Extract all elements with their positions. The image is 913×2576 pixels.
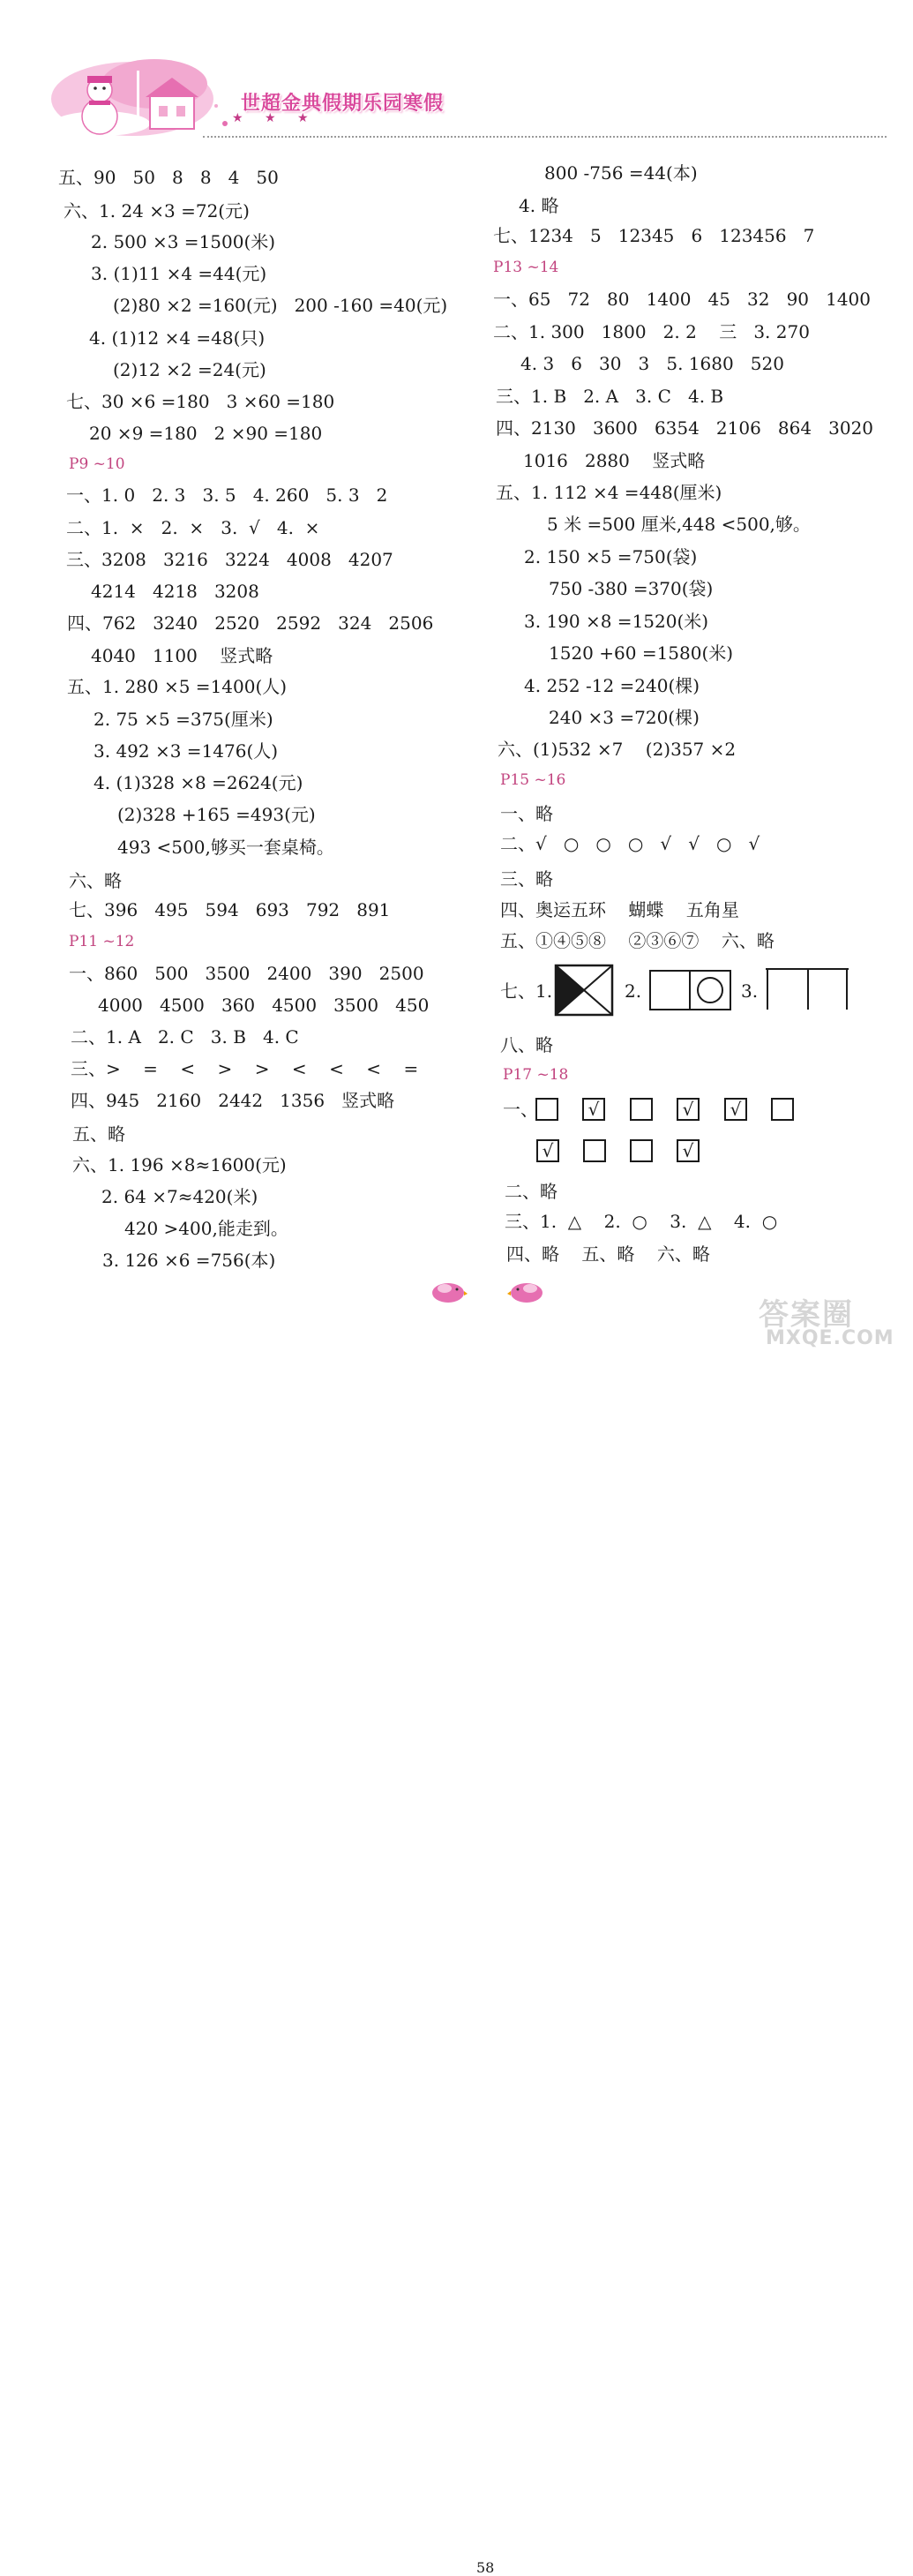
section-heading: P15 ~16 (500, 771, 566, 789)
answer-box (771, 1098, 794, 1121)
section-heading: P11 ~12 (69, 933, 135, 950)
answer-line: 4. 252 -12 =240(棵) (524, 675, 700, 696)
section-heading: P9 ~10 (69, 455, 125, 473)
answer-line: 四、略 五、略 六、略 (506, 1243, 710, 1265)
answer-line: 五、①④⑤⑧ ②③⑥⑦ 六、略 (500, 930, 775, 951)
answer-line: 六、1. 24 ×3 =72(元) (64, 200, 250, 222)
answer-line: 750 -380 =370(袋) (549, 578, 714, 599)
answer-line: 四、762 3240 2520 2592 324 2506 (67, 612, 434, 634)
answer-line: 1016 2880 竖式略 (523, 450, 706, 471)
answer-line: 1520 +60 =1580(米) (549, 642, 734, 664)
answer-line: 一、1. 0 2. 3 3. 5 4. 260 5. 3 2 (66, 484, 388, 506)
watermark-logo (759, 1290, 909, 1352)
answer-line: 一、略 (500, 803, 553, 824)
answer-line: 4. 略 (519, 195, 559, 216)
answer-line: 六、略 (69, 870, 122, 891)
header-dotted-rule (203, 136, 887, 138)
answer-box: √ (677, 1098, 700, 1121)
answer-line: 5 米 =500 厘米,448 <500,够。 (547, 514, 811, 535)
watermark-text: 答案圈 (759, 1297, 854, 1333)
answer-line: 二、√ ○ ○ ○ √ √ ○ √ (500, 833, 760, 854)
answer-line: 五、略 (72, 1123, 125, 1145)
answer-line: (2)12 ×2 =24(元) (113, 359, 266, 380)
answer-line: 493 <500,够买一套桌椅。 (117, 837, 334, 858)
right-bird-icon (507, 1278, 551, 1304)
answer-line: 3. 492 ×3 =1476(人) (94, 740, 279, 762)
answer-box: √ (724, 1098, 747, 1121)
answer-box (630, 1098, 653, 1121)
answer-line: 六、1. 196 ×8≈1600(元) (72, 1154, 287, 1175)
rectangle-with-circle-figure (648, 969, 732, 1011)
answer-line: 4. (1)328 ×8 =2624(元) (94, 772, 303, 793)
answer-line: 二、略 (505, 1181, 558, 1202)
left-bird-icon (423, 1278, 468, 1304)
answer-line: 六、(1)532 ×7 (2)357 ×2 (498, 739, 737, 760)
answer-line: 二、1. 300 1800 2. 2 三 3. 270 (493, 321, 810, 342)
page-footer (423, 1278, 547, 2576)
answer-line: 七、396 495 594 693 792 891 (69, 899, 391, 920)
snowman-banner-illustration (49, 53, 260, 141)
q7-label-3: 3. (741, 980, 759, 1002)
section-heading: P17 ~18 (503, 1066, 569, 1084)
answer-line: 一、860 500 3500 2400 390 2500 (69, 963, 424, 984)
answer-line: 五、1. 280 ×5 =1400(人) (67, 676, 288, 697)
answer-line: 3. 126 ×6 =756(本) (102, 1250, 276, 1271)
q7-label-1: 七、1. (500, 980, 553, 1002)
answer-line: 八、略 (500, 1034, 553, 1055)
answer-line: 三、略 (500, 868, 553, 890)
answer-box (583, 1139, 606, 1162)
answer-line: 二、1. A 2. C 3. B 4. C (71, 1026, 299, 1048)
answer-line: 五、1. 112 ×4 =448(厘米) (496, 482, 722, 503)
answer-line: 240 ×3 =720(棵) (549, 707, 700, 728)
answer-line: 4214 4218 3208 (91, 581, 259, 602)
answer-line: 三、> = < > > < < < = (71, 1058, 419, 1079)
page-header (49, 53, 895, 150)
answer-line: 800 -756 =44(本) (544, 162, 698, 184)
answer-line: 4. 3 6 30 3 5. 1680 520 (520, 353, 784, 374)
answer-line: 2. 500 ×3 =1500(米) (91, 231, 276, 252)
q17-prefix: 一、 (503, 1099, 538, 1120)
answer-line: 一、65 72 80 1400 45 32 90 1400 (493, 289, 871, 310)
header-stars: ★ ★ ★ (232, 111, 318, 125)
answer-box: √ (677, 1139, 700, 1162)
q7-label-2: 2. (625, 980, 642, 1002)
open-top-frame-figure (764, 967, 852, 1011)
answer-line: 七、30 ×6 =180 3 ×60 =180 (66, 391, 335, 412)
answer-line: 三、3208 3216 3224 4008 4207 (66, 549, 393, 570)
book-title: 世超金典假期乐园寒假 (241, 93, 445, 115)
page-number: 58 (476, 2559, 495, 2576)
answer-line: 三、1. B 2. A 3. C 4. B (496, 386, 724, 407)
answer-box: √ (582, 1098, 605, 1121)
answer-line: 3. (1)11 ×4 =44(元) (91, 263, 267, 284)
answer-line: 七、1234 5 12345 6 123456 7 (493, 225, 815, 246)
answer-line: 三、1. △ 2. ○ 3. △ 4. ○ (505, 1211, 778, 1232)
answer-line: 四、2130 3600 6354 2106 864 3020 (496, 417, 874, 439)
square-half-shaded-figure (554, 964, 614, 1017)
answer-line: 420 >400,能走到。 (124, 1218, 288, 1239)
answer-line: 3. 190 ×8 =1520(米) (524, 611, 709, 632)
answer-box (535, 1098, 558, 1121)
answer-line: 20 ×9 =180 2 ×90 =180 (89, 423, 323, 444)
answer-line: 2. 150 ×5 =750(袋) (524, 546, 698, 567)
answer-line: 4040 1100 竖式略 (91, 645, 273, 666)
answer-line: 四、945 2160 2442 1356 竖式略 (71, 1090, 395, 1111)
answer-line: 四、奥运五环 蝴蝶 五角星 (500, 899, 739, 920)
answer-line: (2)328 +165 =493(元) (117, 804, 316, 825)
answer-box: √ (536, 1139, 559, 1162)
watermark-url: MXQE.COM (766, 1327, 894, 1349)
answer-line: 二、1. × 2. × 3. √ 4. × (66, 517, 320, 538)
answer-line: 4000 4500 360 4500 3500 450 (98, 995, 430, 1016)
answer-line: 五、90 50 8 8 4 50 (58, 167, 279, 188)
section-heading: P13 ~14 (493, 259, 559, 276)
answer-line: 4. (1)12 ×4 =48(只) (89, 327, 266, 349)
answer-line: 2. 75 ×5 =375(厘米) (94, 709, 273, 730)
answer-box (630, 1139, 653, 1162)
answer-line: 2. 64 ×7≈420(米) (101, 1186, 258, 1207)
answer-line: (2)80 ×2 =160(元) 200 -160 =40(元) (113, 295, 448, 316)
